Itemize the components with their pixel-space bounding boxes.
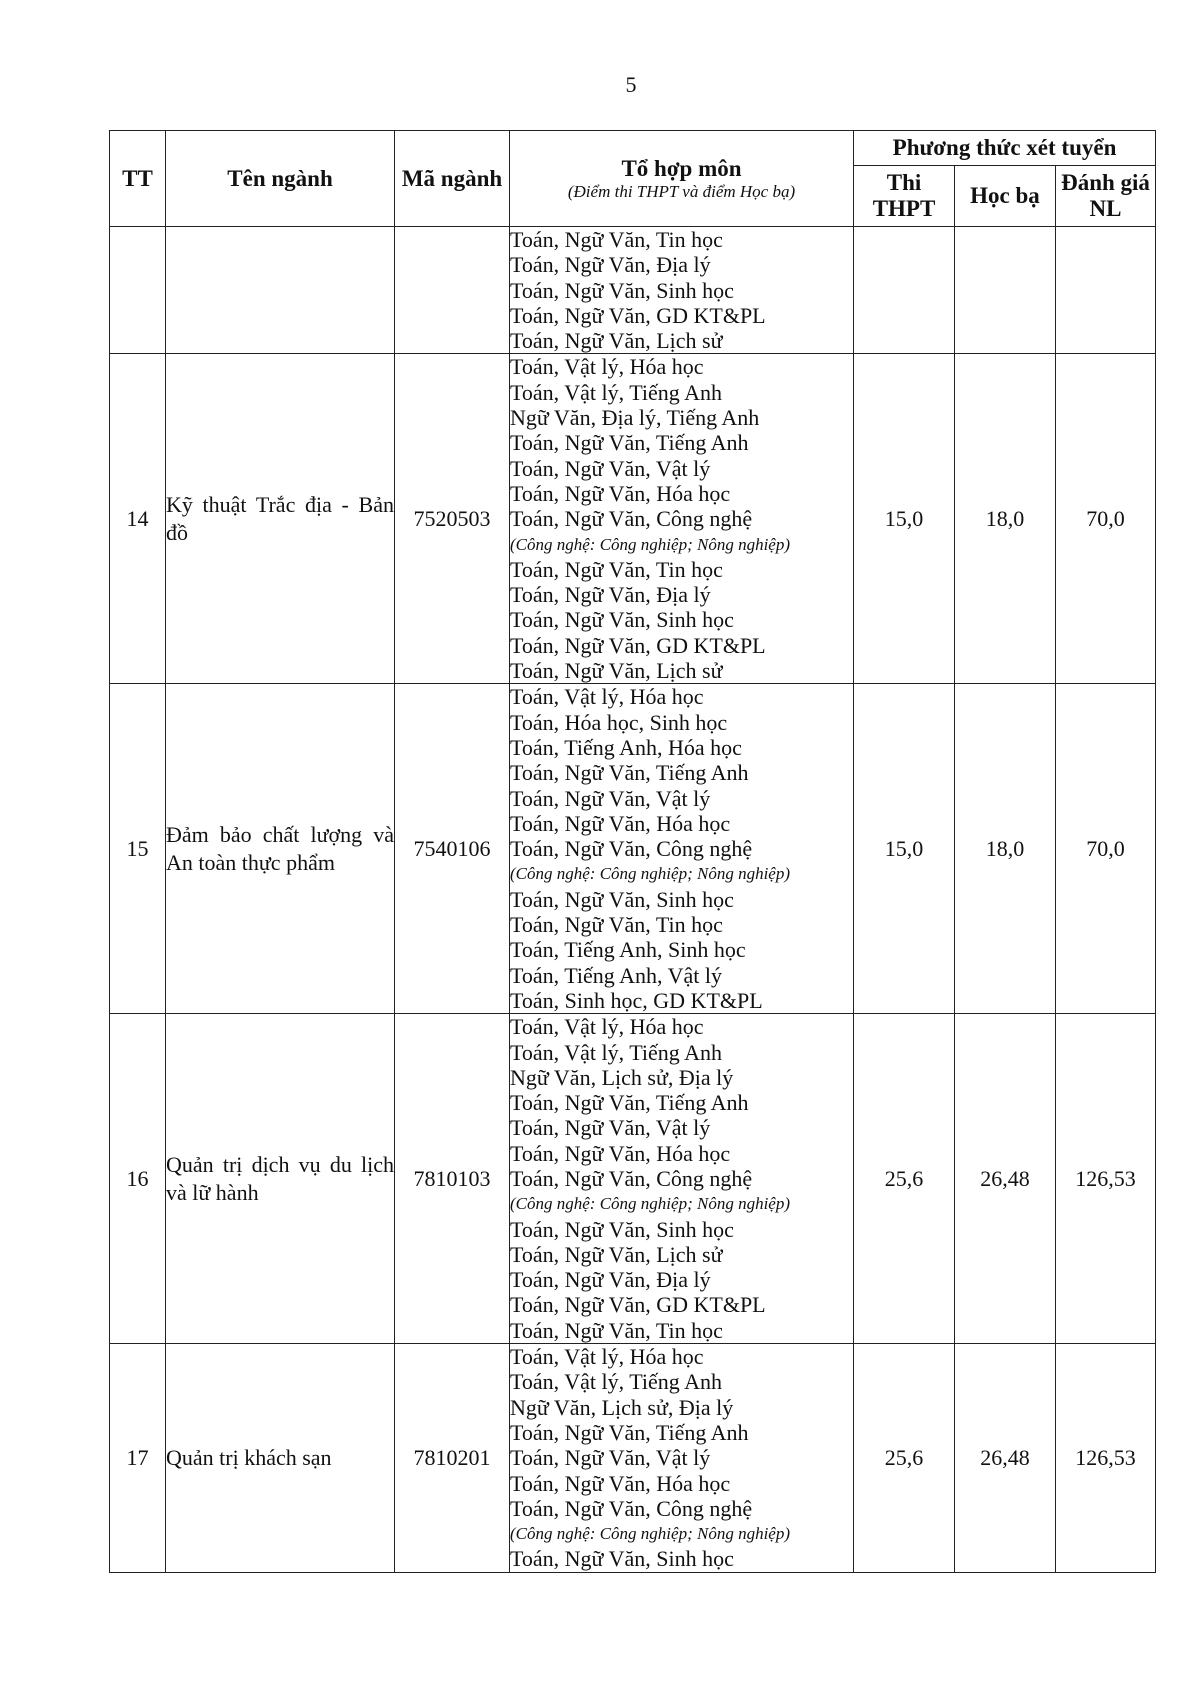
- combo-item: Toán, Ngữ Văn, Địa lý: [510, 252, 711, 278]
- table-row: [110, 1014, 1156, 1344]
- combo-item: Toán, Vật lý, Tiếng Anh: [510, 1369, 722, 1395]
- row-combos: [510, 1344, 854, 1573]
- combo-item: Toán, Ngữ Văn, Vật lý: [510, 455, 711, 481]
- row-dgnl: 126,53: [1056, 1014, 1156, 1344]
- header-thpt: Thi THPT: [854, 166, 955, 227]
- combo-item: Toán, Vật lý, Hóa học: [510, 1344, 704, 1370]
- row-code: [395, 227, 510, 354]
- combo-item: Toán, Ngữ Văn, Lịch sử: [510, 328, 723, 354]
- combo-item: Toán, Ngữ Văn, Hóa học: [510, 810, 731, 836]
- combo-item: Toán, Ngữ Văn, Tin học: [510, 227, 723, 252]
- header-code: Mã ngành: [395, 131, 510, 227]
- admission-table: [109, 130, 1156, 1573]
- combo-item: Toán, Tiếng Anh, Vật lý: [510, 962, 722, 988]
- combo-item: Toán, Ngữ Văn, Tiếng Anh: [510, 760, 749, 786]
- header-combos-title: Tổ hợp môn: [621, 155, 742, 181]
- row-tt: 16: [110, 1014, 166, 1344]
- row-thpt: 25,6: [854, 1014, 955, 1344]
- combo-item: Toán, Ngữ Văn, Lịch sử: [510, 658, 723, 684]
- combo-item: Toán, Vật lý, Hóa học: [510, 354, 704, 380]
- row-dgnl: [1056, 227, 1156, 354]
- row-dgnl: 126,53: [1056, 1344, 1156, 1573]
- row-name: [166, 227, 395, 354]
- row-tt: 15: [110, 684, 166, 1014]
- row-combos: [510, 1014, 854, 1344]
- combo-item: Toán, Ngữ Văn, Hóa học: [510, 1140, 731, 1166]
- combo-item: Ngữ Văn, Lịch sử, Địa lý: [510, 1394, 734, 1420]
- row-hocba: 26,48: [955, 1014, 1056, 1344]
- row-code: 7540106: [395, 684, 510, 1014]
- header-combos-subtitle: (Điểm thi THPT và điểm Học bạ): [567, 181, 796, 201]
- combo-note: (Công nghệ: Công nghiệp; Nông nghiệp): [510, 1194, 790, 1214]
- row-thpt: 15,0: [854, 684, 955, 1014]
- combo-item: Toán, Ngữ Văn, Vật lý: [510, 1115, 711, 1141]
- row-name: Quản trị khách sạn: [166, 1344, 395, 1573]
- combo-item: Toán, Ngữ Văn, Sinh học: [510, 607, 734, 633]
- row-tt: [110, 227, 166, 354]
- combo-item: Toán, Hóa học, Sinh học: [510, 709, 728, 735]
- combo-item: Toán, Ngữ Văn, GD KT&PL: [510, 302, 766, 328]
- row-hocba: 18,0: [955, 684, 1056, 1014]
- header-dgnl: Đánh giá NL: [1056, 166, 1156, 227]
- combo-note: (Công nghệ: Công nghiệp; Nông nghiệp): [510, 1524, 790, 1544]
- combo-item: Toán, Vật lý, Hóa học: [510, 1014, 704, 1040]
- row-tt: 14: [110, 354, 166, 684]
- row-name: Đảm bảo chất lượng và An toàn thực phẩm: [166, 684, 395, 1014]
- combo-item: Toán, Ngữ Văn, Sinh học: [510, 886, 734, 912]
- combo-item: Toán, Ngữ Văn, Lịch sử: [510, 1241, 723, 1267]
- combo-item: Toán, Ngữ Văn, GD KT&PL: [510, 632, 766, 658]
- page-number: 5: [625, 72, 637, 97]
- row-name: Quản trị dịch vụ du lịch và lữ hành: [166, 1014, 395, 1344]
- combo-item: Toán, Ngữ Văn, Tin học: [510, 912, 723, 938]
- row-code: 7810103: [395, 1014, 510, 1344]
- header-methods: Phương thức xét tuyển: [854, 131, 1156, 166]
- combo-item: Toán, Ngữ Văn, Hóa học: [510, 1470, 731, 1496]
- row-name: Kỹ thuật Trắc địa - Bản đồ: [166, 354, 395, 684]
- combo-item: Toán, Ngữ Văn, Vật lý: [510, 1445, 711, 1471]
- table-row: [110, 354, 1156, 684]
- combo-item: Toán, Tiếng Anh, Sinh học: [510, 937, 746, 963]
- combo-item: Toán, Ngữ Văn, Vật lý: [510, 785, 711, 811]
- combo-item: Toán, Ngữ Văn, Công nghệ: [510, 836, 753, 862]
- combo-item: Toán, Vật lý, Tiếng Anh: [510, 1039, 722, 1065]
- row-combos: [510, 227, 854, 354]
- combo-item: Toán, Ngữ Văn, Công nghệ: [510, 1165, 753, 1191]
- combo-item: Toán, Ngữ Văn, Sinh học: [510, 277, 734, 303]
- combo-note: (Công nghệ: Công nghiệp; Nông nghiệp): [510, 534, 790, 554]
- combo-item: Toán, Vật lý, Tiếng Anh: [510, 379, 722, 405]
- combo-item: Toán, Ngữ Văn, Tiếng Anh: [510, 1090, 749, 1116]
- combo-item: Toán, Ngữ Văn, Hóa học: [510, 480, 731, 506]
- row-thpt: [854, 227, 955, 354]
- combo-item: Toán, Ngữ Văn, Tiếng Anh: [510, 430, 749, 456]
- row-thpt: 25,6: [854, 1344, 955, 1573]
- combo-item: Toán, Sinh học, GD KT&PL: [510, 987, 763, 1013]
- row-tt: 17: [110, 1344, 166, 1573]
- table-row: [110, 227, 1156, 354]
- combo-item: Toán, Ngữ Văn, Tin học: [510, 1317, 723, 1343]
- row-combos: [510, 354, 854, 684]
- combo-item: Toán, Ngữ Văn, GD KT&PL: [510, 1292, 766, 1318]
- combo-item: Toán, Tiếng Anh, Hóa học: [510, 734, 742, 760]
- row-hocba: 26,48: [955, 1344, 1056, 1573]
- combo-item: Toán, Ngữ Văn, Công nghệ: [510, 506, 753, 532]
- combo-item: Toán, Vật lý, Hóa học: [510, 684, 704, 710]
- combo-item: Toán, Ngữ Văn, Tiếng Anh: [510, 1419, 749, 1445]
- table-body: [110, 227, 1156, 1573]
- header-name: Tên ngành: [166, 131, 395, 227]
- combo-note: (Công nghệ: Công nghiệp; Nông nghiệp): [510, 864, 790, 884]
- combo-item: Toán, Ngữ Văn, Địa lý: [510, 1267, 711, 1293]
- combo-item: Toán, Ngữ Văn, Tin học: [510, 556, 723, 582]
- combo-item: Ngữ Văn, Địa lý, Tiếng Anh: [510, 405, 760, 431]
- row-code: 7810201: [395, 1344, 510, 1573]
- row-dgnl: 70,0: [1056, 354, 1156, 684]
- table-row: [110, 1344, 1156, 1573]
- row-code: 7520503: [395, 354, 510, 684]
- header-tt: TT: [110, 131, 166, 227]
- row-dgnl: 70,0: [1056, 684, 1156, 1014]
- combo-item: Toán, Ngữ Văn, Địa lý: [510, 582, 711, 608]
- combo-item: Toán, Ngữ Văn, Sinh học: [510, 1546, 734, 1572]
- combo-item: Ngữ Văn, Lịch sử, Địa lý: [510, 1064, 734, 1090]
- header-combos: [510, 131, 854, 227]
- combo-item: Toán, Ngữ Văn, Sinh học: [510, 1216, 734, 1242]
- table-row: [110, 684, 1156, 1014]
- header-hocba: Học bạ: [955, 166, 1056, 227]
- row-thpt: 15,0: [854, 354, 955, 684]
- combo-item: Toán, Ngữ Văn, Công nghệ: [510, 1495, 753, 1521]
- row-hocba: 18,0: [955, 354, 1056, 684]
- row-hocba: [955, 227, 1056, 354]
- row-combos: [510, 684, 854, 1014]
